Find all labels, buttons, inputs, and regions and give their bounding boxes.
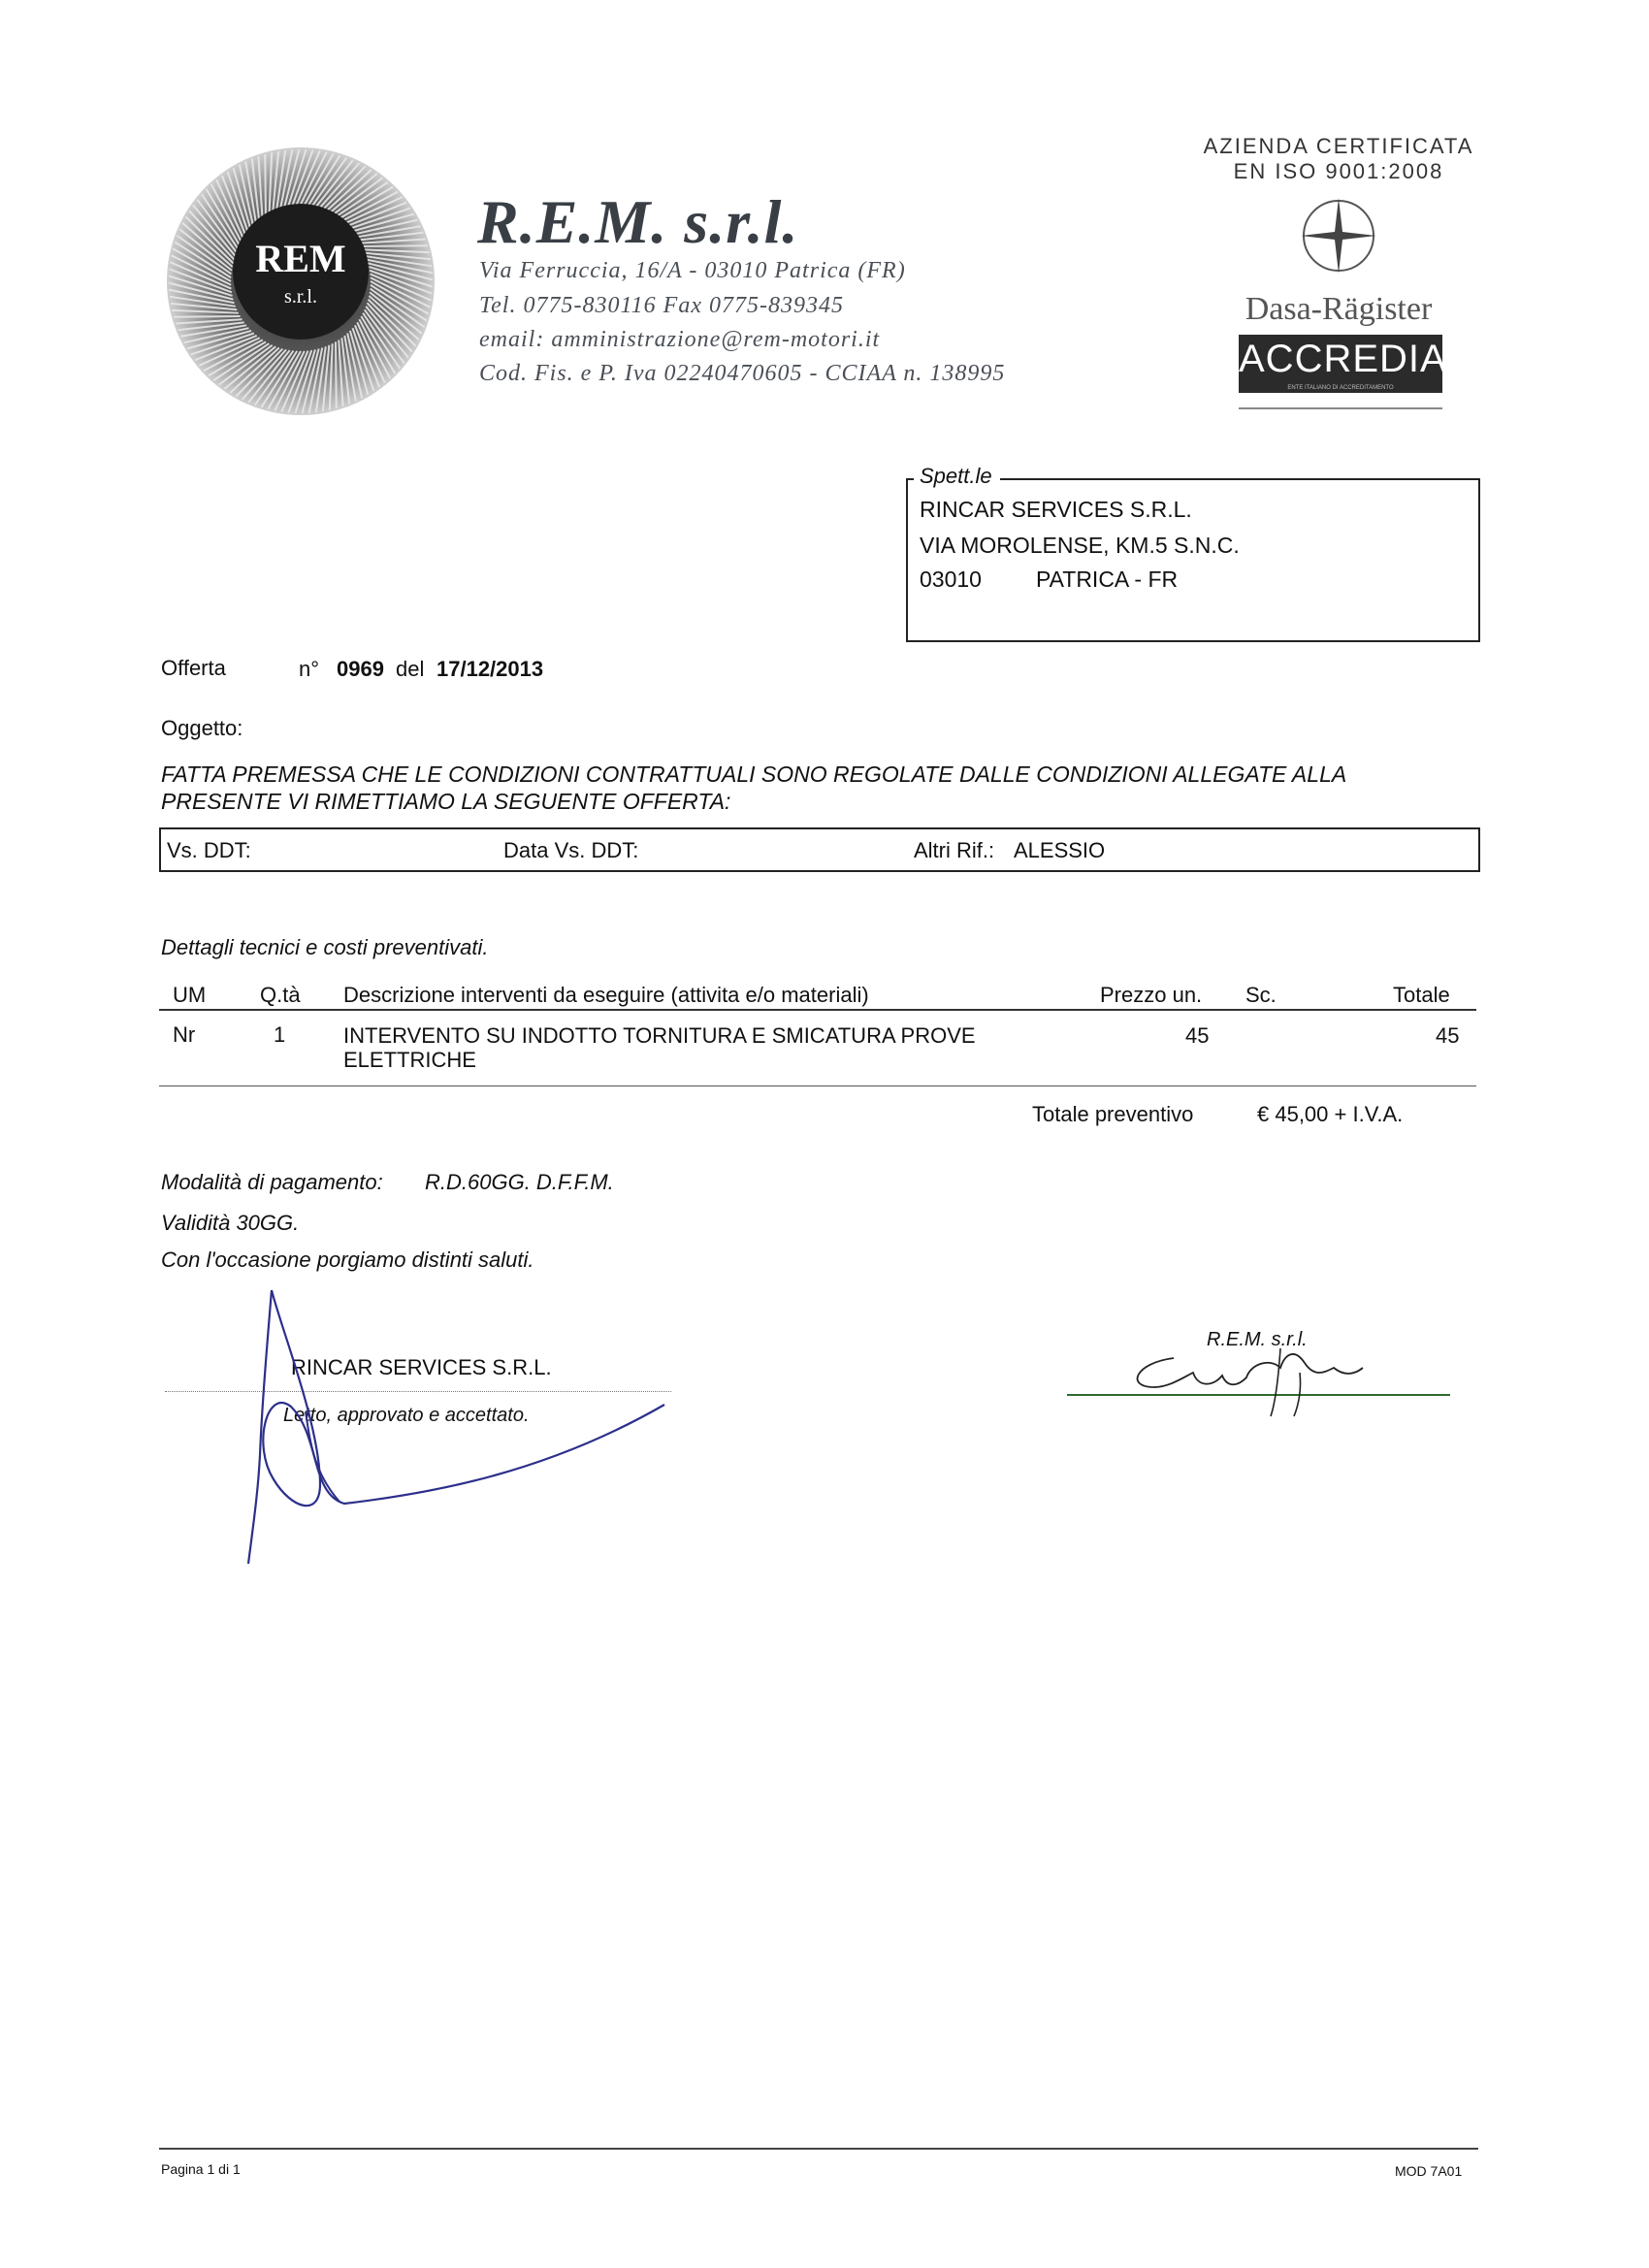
offer-label: Offerta xyxy=(161,656,226,680)
recipient-label: Spett.le xyxy=(914,464,1000,489)
closing-text: Con l'occasione porgiamo distinti saluti. xyxy=(161,1247,534,1272)
offer-date-prefix: del xyxy=(396,657,425,681)
grand-total-label: Totale preventivo xyxy=(1032,1102,1194,1126)
row-description-line-1: INTERVENTO SU INDOTTO TORNITURA E SMICATURA PROVE xyxy=(343,1023,976,1048)
offer-number-prefix: n° xyxy=(299,657,320,681)
details-heading: Dettagli tecnici e costi preventivati. xyxy=(161,935,489,959)
accredia-logo: ACCREDIA xyxy=(1239,335,1442,391)
table-header-rule xyxy=(159,1009,1476,1011)
certification-line2: EN ISO 9001:2008 xyxy=(1233,159,1444,183)
validity-text: Validità 30GG. xyxy=(161,1211,300,1235)
offer-date: 17/12/2013 xyxy=(436,657,544,681)
ddt-label: Vs. DDT: xyxy=(167,838,251,862)
column-header-discount: Sc. xyxy=(1245,983,1277,1007)
ddt-date-label: Data Vs. DDT: xyxy=(503,838,639,862)
footer-form-code: MOD 7A01 xyxy=(1395,2163,1463,2179)
payment-label: Modalità di pagamento: xyxy=(161,1170,383,1194)
row-um: Nr xyxy=(173,1022,196,1047)
subject-label: Oggetto: xyxy=(161,716,243,740)
certification-title xyxy=(1164,134,1513,184)
recipient-street: VIA MOROLENSE, KM.5 S.N.C. xyxy=(920,533,1240,558)
client-signature-name: RINCAR SERVICES S.R.L. xyxy=(291,1355,552,1379)
premise-line-2: PRESENTE VI RIMETTIAMO LA SEGUENTE OFFERTA: xyxy=(161,789,731,814)
offer-number: 0969 xyxy=(337,657,384,681)
company-phone-fax: Tel. 0775-830116 Fax 0775-839345 xyxy=(479,293,844,318)
recipient-postal-code: 03010 xyxy=(920,567,982,592)
company-logo xyxy=(155,136,446,427)
grand-total-value: € 45,00 + I.V.A. xyxy=(1257,1102,1404,1126)
other-refs-label: Altri Rif.: xyxy=(914,838,995,862)
column-header-qty: Q.tà xyxy=(260,983,301,1007)
company-handwritten-signature xyxy=(1116,1319,1387,1426)
company-tax-info: Cod. Fis. e P. Iva 02240470605 - CCIAA n. 138995 xyxy=(479,361,1006,386)
recipient-city: PATRICA - FR xyxy=(1036,567,1179,592)
company-email: email: amministrazione@rem-motori.it xyxy=(479,327,881,352)
accredia-subtitle: ENTE ITALIANO DI ACCREDITAMENTO xyxy=(1239,383,1442,393)
compass-star-icon xyxy=(1295,192,1382,279)
footer-page-number: Pagina 1 di 1 xyxy=(161,2161,241,2177)
client-handwritten-signature xyxy=(175,1261,679,1571)
other-refs-value: ALESSIO xyxy=(1014,838,1106,862)
premise-line-1: FATTA PREMESSA CHE LE CONDIZIONI CONTRATTUALI SONO REGOLATE DALLE CONDIZIONI ALLEGATE ALLA xyxy=(161,761,1347,787)
payment-value: R.D.60GG. D.F.F.M. xyxy=(425,1170,614,1194)
column-header-description: Descrizione interventi da eseguire (attivita e/o materiali) xyxy=(343,983,869,1007)
svg-text:REM: REM xyxy=(255,237,346,280)
column-header-unit-price: Prezzo un. xyxy=(1100,983,1203,1007)
certification-line1: AZIENDA CERTIFICATA xyxy=(1203,134,1474,158)
column-header-um: UM xyxy=(173,983,207,1007)
row-qty: 1 xyxy=(274,1022,286,1047)
company-name: R.E.M. s.r.l. xyxy=(477,187,799,256)
accredia-divider xyxy=(1239,407,1442,409)
recipient-name: RINCAR SERVICES S.R.L. xyxy=(920,497,1192,522)
footer-rule xyxy=(159,2148,1478,2150)
registrar-name: Dasa-Rägister xyxy=(1245,291,1433,327)
client-signature-note: Letto, approvato e accettato. xyxy=(283,1405,530,1426)
references-box xyxy=(159,827,1480,872)
row-description-line-2: ELETTRICHE xyxy=(343,1048,476,1072)
table-bottom-rule xyxy=(159,1085,1476,1086)
column-header-total: Totale xyxy=(1393,983,1450,1007)
company-address: Via Ferruccia, 16/A - 03010 Patrica (FR) xyxy=(479,258,906,283)
company-signature-name: R.E.M. s.r.l. xyxy=(1207,1329,1308,1350)
svg-text:s.r.l.: s.r.l. xyxy=(284,286,317,308)
row-total: 45 xyxy=(1436,1023,1460,1048)
row-unit-price: 45 xyxy=(1185,1023,1210,1048)
